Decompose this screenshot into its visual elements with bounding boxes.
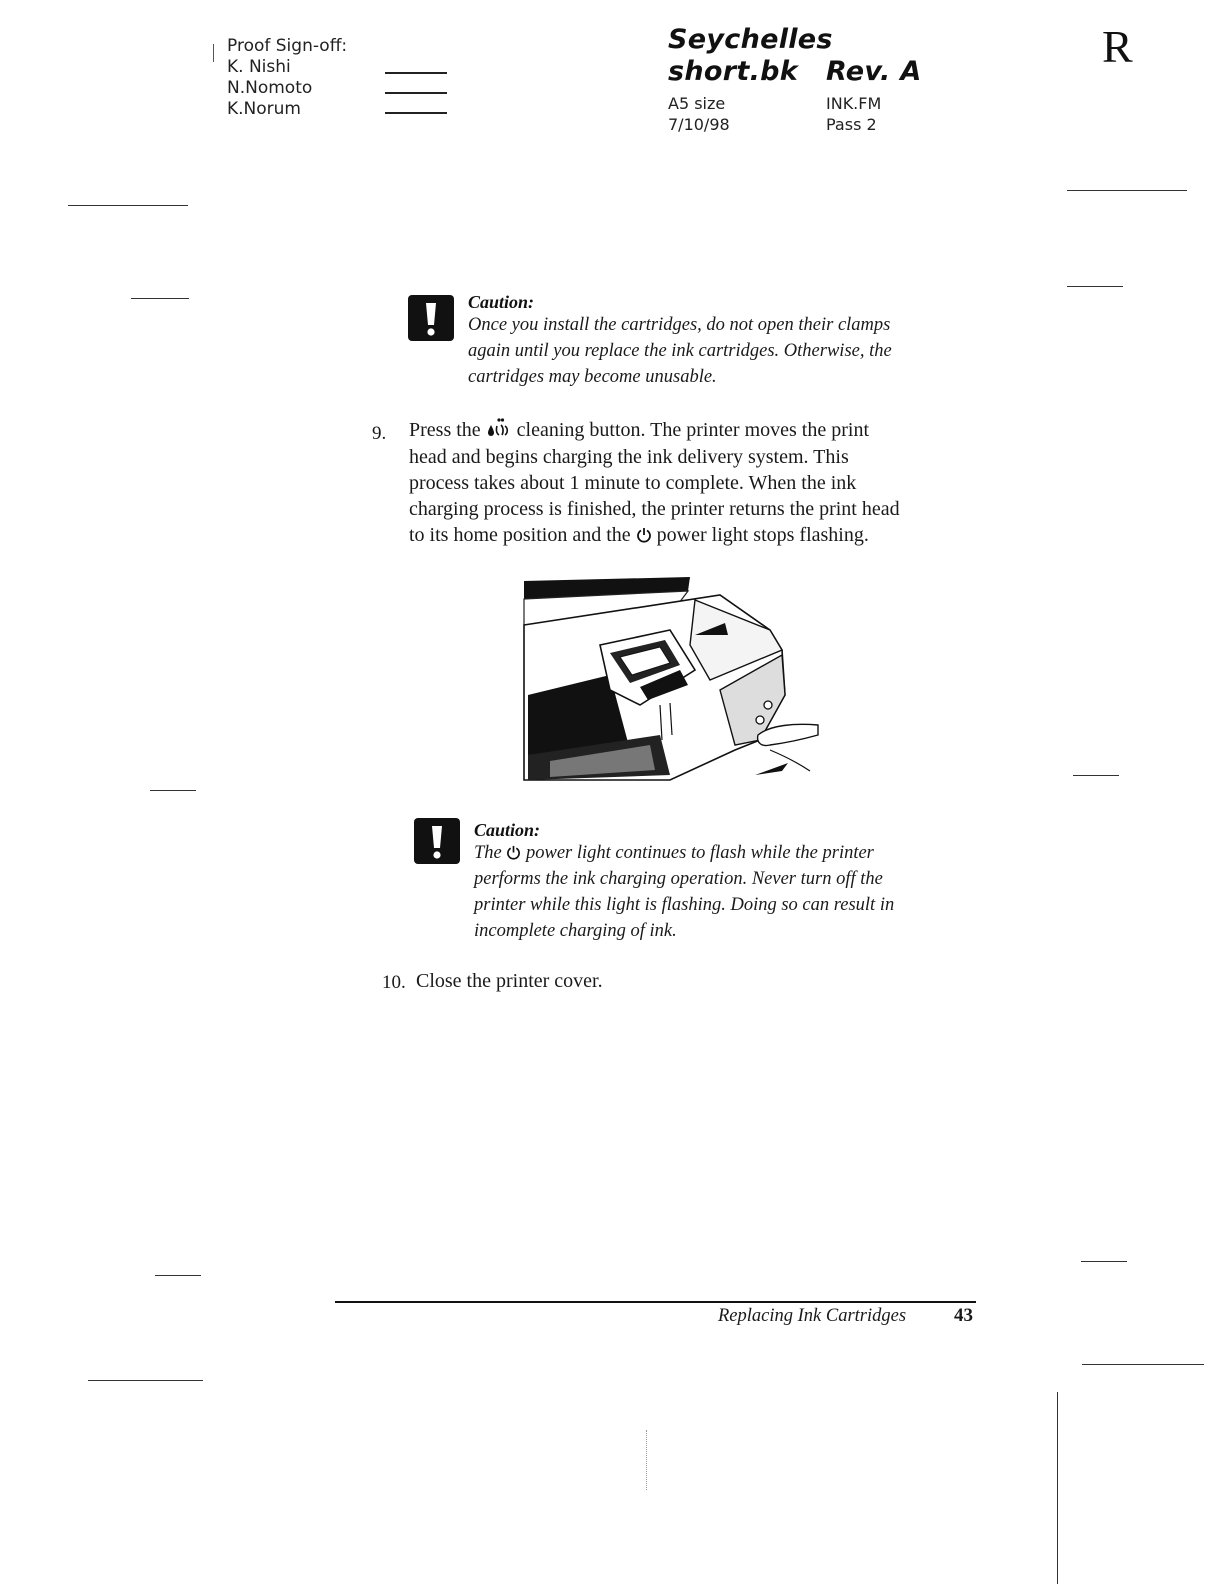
- step-line: to its home position and the power light stops flashing.: [409, 524, 869, 546]
- step-line: process takes about 1 minute to complete. When the ink: [409, 472, 857, 494]
- caution-title: Caution:: [474, 820, 541, 840]
- crop-mark: [1067, 190, 1187, 191]
- step-line: head and begins charging the ink delivery system. This: [409, 446, 849, 468]
- crop-mark-vertical: [1057, 1392, 1058, 1584]
- footer-section-title: Replacing Ink Cartridges: [718, 1306, 907, 1326]
- crop-mark: [1081, 1261, 1127, 1262]
- cleaning-button-icon: [486, 421, 512, 441]
- caution-title: Caution:: [468, 292, 535, 312]
- caution-icon: [408, 295, 454, 341]
- caution-icon: [414, 818, 460, 864]
- file-name: INK.FM: [826, 94, 882, 113]
- crop-mark: [1067, 286, 1123, 287]
- power-icon: [636, 524, 652, 546]
- signoff-line: [385, 72, 447, 74]
- caution-line: cartridges may become unusable.: [468, 367, 717, 387]
- step-number: 9.: [372, 423, 387, 444]
- step-text: [409, 417, 979, 548]
- signoff-title: Proof Sign-off:: [227, 36, 348, 56]
- caution-line: The power light continues to flash while the printer: [474, 843, 874, 863]
- corner-mark: R: [1102, 21, 1133, 72]
- crop-mark: [155, 1275, 201, 1276]
- caution-line: Once you install the cartridges, do not open their clamps: [468, 315, 891, 335]
- fold-mark: [646, 1430, 648, 1490]
- signoff-name: N.Nomoto: [227, 78, 313, 98]
- crop-mark: [131, 298, 189, 299]
- caution-line: printer while this light is flashing. Doing so can result in: [474, 895, 895, 915]
- page-number: 43: [954, 1305, 973, 1326]
- caution-line: performs the ink charging operation. Never turn off the: [474, 869, 883, 889]
- caution-text: [468, 312, 988, 390]
- caution-text: [474, 840, 994, 944]
- pass-label: Pass 2: [826, 115, 877, 134]
- crop-mark: [1082, 1364, 1204, 1365]
- power-icon: [506, 843, 521, 863]
- project-name: Seychelles: [668, 24, 833, 55]
- crop-mark: [88, 1380, 203, 1381]
- signoff-line: [385, 92, 447, 94]
- step-line: charging process is finished, the printer returns the print head: [409, 498, 900, 520]
- page-size: A5 size: [668, 94, 726, 113]
- signoff-name: K.Norum: [227, 99, 301, 119]
- crop-mark: [68, 205, 188, 206]
- proof-date: 7/10/98: [668, 115, 730, 134]
- caution-line: incomplete charging of ink.: [474, 921, 677, 941]
- signoff-tick: [213, 44, 214, 62]
- step-line: Press the cleaning button. The printer moves the print: [409, 419, 869, 441]
- signoff-name: K. Nishi: [227, 57, 291, 77]
- printer-illustration: [520, 575, 820, 783]
- caution-line: again until you replace the ink cartridges. Otherwise, the: [468, 341, 892, 361]
- signoff-line: [385, 112, 447, 114]
- proof-signoff: [227, 36, 347, 120]
- footer-rule: [335, 1301, 976, 1303]
- step-number: 10.: [382, 972, 406, 993]
- step-text: Close the printer cover.: [416, 970, 603, 992]
- revision-label: Rev. A: [826, 56, 922, 87]
- crop-mark: [1073, 775, 1119, 776]
- crop-mark: [150, 790, 196, 791]
- book-name: short.bk: [668, 56, 799, 87]
